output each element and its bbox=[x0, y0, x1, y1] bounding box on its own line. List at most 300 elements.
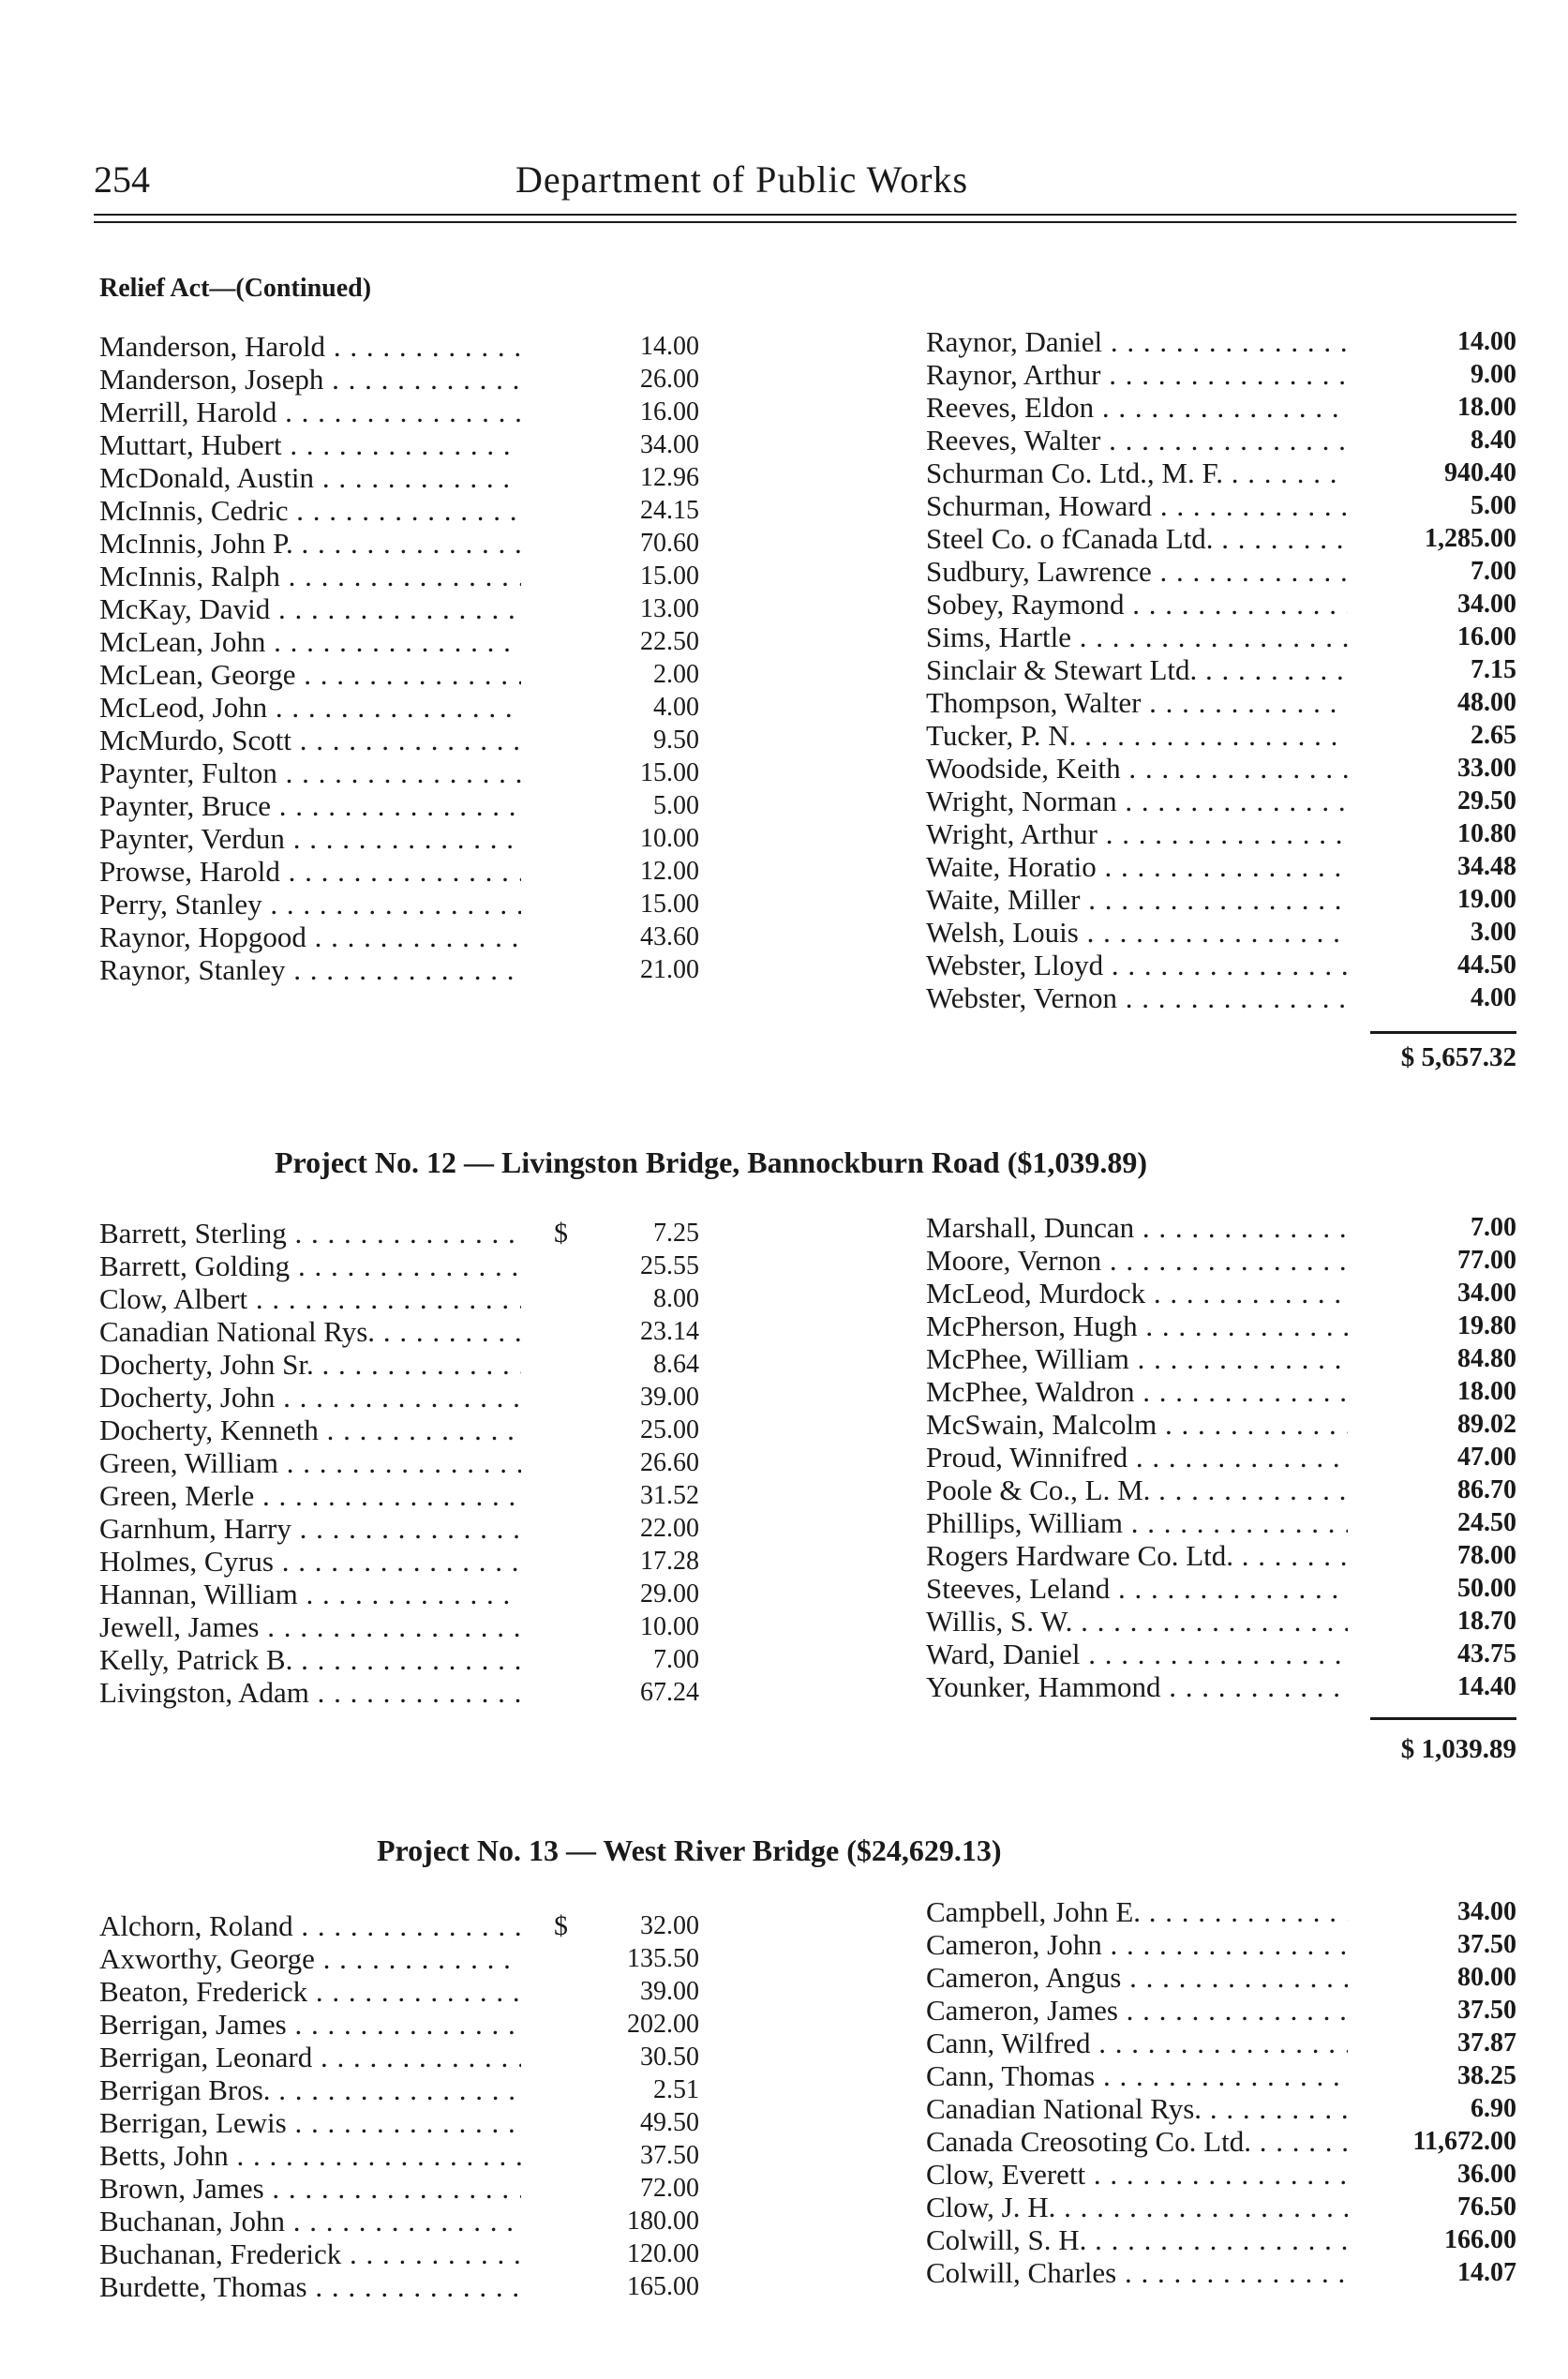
payee-name: Thompson, Walter . . . bbox=[926, 686, 1348, 719]
payee-name: Betts, John . . . bbox=[99, 2139, 521, 2172]
ledger-entry bbox=[926, 1506, 1516, 1539]
ledger-entry bbox=[926, 489, 1516, 522]
payment-amount: 9.50 bbox=[653, 726, 699, 755]
payment-amount: 70.60 bbox=[640, 529, 699, 558]
ledger-entry bbox=[926, 2125, 1516, 2158]
ledger-entry bbox=[99, 2041, 699, 2073]
ledger-entry bbox=[926, 2223, 1516, 2256]
ledger-entry bbox=[99, 1545, 699, 1578]
payee-name: Garnhum, Harry . . . bbox=[99, 1512, 521, 1545]
page-number: 254 bbox=[94, 158, 150, 201]
payment-amount: 37.50 bbox=[1457, 1930, 1516, 1959]
payment-amount: 34.00 bbox=[1457, 590, 1516, 619]
ledger-entry bbox=[99, 2073, 699, 2106]
ledger-entry bbox=[99, 789, 699, 822]
ledger-entry bbox=[926, 2092, 1516, 2125]
payee-name: McLeod, John . . . bbox=[99, 691, 521, 724]
payment-amount: 135.50 bbox=[627, 1944, 699, 1973]
payee-name: Clow, Everett . . . bbox=[926, 2158, 1348, 2191]
payee-name: Sobey, Raymond . . . bbox=[926, 588, 1348, 621]
payee-name: Axworthy, George . . . bbox=[99, 1942, 521, 1975]
ledger-entry bbox=[926, 752, 1516, 785]
section-title-project-12: Project No. 12 — Livingston Bridge, Bannockburn Road ($1,039.89) bbox=[275, 1145, 1148, 1179]
payee-name: Willis, S. W. . . . bbox=[926, 1605, 1348, 1638]
payee-name: Schurman Co. Ltd., M. F. . . . bbox=[926, 456, 1348, 489]
payee-name: Paynter, Fulton . . . bbox=[99, 756, 521, 789]
payment-amount: 33.00 bbox=[1457, 754, 1516, 783]
payment-amount: 32.00 bbox=[640, 1911, 699, 1940]
payee-name: Perry, Stanley . . . bbox=[99, 888, 521, 920]
payee-name: Jewell, James . . . bbox=[99, 1610, 521, 1643]
payment-amount: 84.80 bbox=[1457, 1344, 1516, 1373]
ledger-entry bbox=[99, 756, 699, 789]
project-12-left-column bbox=[99, 1217, 699, 1709]
payee-name: McMurdo, Scott . . . bbox=[99, 724, 521, 756]
ledger-entry bbox=[926, 981, 1516, 1014]
payee-name: Welsh, Louis . . . bbox=[926, 916, 1348, 949]
ledger-entry bbox=[99, 1676, 699, 1709]
payee-name: McPhee, William . . . bbox=[926, 1342, 1348, 1375]
project-13-left-column bbox=[99, 1909, 699, 2303]
ledger-entry bbox=[99, 527, 699, 560]
payee-name: Rogers Hardware Co. Ltd. . . . bbox=[926, 1539, 1348, 1572]
payment-amount: 29.00 bbox=[640, 1579, 699, 1608]
ledger-entry bbox=[99, 1578, 699, 1610]
ledger-entry bbox=[99, 2106, 699, 2139]
payee-name: McInnis, Cedric . . . bbox=[99, 494, 521, 527]
payee-name: Cann, Wilfred . . . bbox=[926, 2027, 1348, 2059]
payment-amount: 48.00 bbox=[1457, 688, 1516, 717]
ledger-entry bbox=[99, 724, 699, 756]
payee-name: Berrigan Bros. . . . bbox=[99, 2073, 521, 2106]
payment-amount: 18.70 bbox=[1457, 1607, 1516, 1636]
dollar-sign: $ bbox=[554, 1910, 568, 1941]
total-rule bbox=[1370, 1031, 1516, 1034]
payee-name: McLeod, Murdock . . . bbox=[926, 1277, 1348, 1309]
ledger-entry bbox=[926, 883, 1516, 916]
ledger-entry bbox=[926, 424, 1516, 456]
payee-name: McLean, John . . . bbox=[99, 625, 521, 658]
payee-name: Merrill, Harold . . . bbox=[99, 396, 521, 428]
payment-amount: 21.00 bbox=[640, 955, 699, 984]
project-13-right-column bbox=[926, 1895, 1516, 2289]
payee-name: Schurman, Howard . . . bbox=[926, 489, 1348, 522]
ledger-entry bbox=[99, 2172, 699, 2205]
payee-name: Holmes, Cyrus . . . bbox=[99, 1545, 521, 1578]
payment-amount: 11,672.00 bbox=[1412, 2127, 1516, 2156]
payment-amount: 7.00 bbox=[653, 1645, 699, 1674]
ledger-entry bbox=[926, 621, 1516, 653]
payee-name: Phillips, William . . . bbox=[926, 1506, 1348, 1539]
ledger-entry bbox=[99, 396, 699, 428]
payment-amount: 2.65 bbox=[1471, 721, 1516, 750]
ledger-entry bbox=[926, 1441, 1516, 1474]
payment-amount: 165.00 bbox=[627, 2272, 699, 2301]
ledger-entry bbox=[926, 1211, 1516, 1244]
payment-amount: 26.60 bbox=[640, 1448, 699, 1477]
payment-amount: 10.00 bbox=[640, 1612, 699, 1641]
payment-amount: 89.02 bbox=[1457, 1410, 1516, 1439]
payment-amount: 76.50 bbox=[1457, 2192, 1516, 2222]
payee-name: Cameron, James . . . bbox=[926, 1994, 1348, 2027]
payee-name: Canadian National Rys. . . . bbox=[99, 1315, 521, 1348]
payment-amount: 22.50 bbox=[640, 627, 699, 656]
ledger-entry bbox=[926, 949, 1516, 981]
payee-name: Waite, Miller . . . bbox=[926, 883, 1348, 916]
ledger-entry bbox=[926, 2256, 1516, 2289]
payee-name: Moore, Vernon . . . bbox=[926, 1244, 1348, 1277]
ledger-entry bbox=[99, 1315, 699, 1348]
ledger-entry bbox=[926, 817, 1516, 850]
payee-name: McInnis, Ralph . . . bbox=[99, 560, 521, 592]
payment-amount: 5.00 bbox=[653, 791, 699, 820]
payee-name: Livingston, Adam . . . bbox=[99, 1676, 521, 1709]
payee-name: Green, Merle . . . bbox=[99, 1479, 521, 1512]
payment-amount: 940.40 bbox=[1444, 458, 1516, 487]
payee-name: Berrigan, James . . . bbox=[99, 2008, 521, 2041]
ledger-entry bbox=[99, 625, 699, 658]
ledger-entry bbox=[926, 1638, 1516, 1670]
ledger-entry bbox=[99, 363, 699, 396]
payment-amount: 34.00 bbox=[640, 430, 699, 459]
payment-amount: 23.14 bbox=[640, 1317, 699, 1346]
ledger-entry bbox=[926, 1928, 1516, 1961]
ledger-entry bbox=[99, 1249, 699, 1282]
ledger-entry bbox=[99, 1643, 699, 1676]
payee-name: McDonald, Austin . . . bbox=[99, 461, 521, 494]
payee-name: Sudbury, Lawrence . . . bbox=[926, 555, 1348, 588]
ledger-entry bbox=[926, 456, 1516, 489]
payment-amount: 202.00 bbox=[627, 2010, 699, 2039]
payee-name: Berrigan, Lewis . . . bbox=[99, 2106, 521, 2139]
payee-name: Sinclair & Stewart Ltd. . . . bbox=[926, 653, 1348, 686]
ledger-entry bbox=[99, 1512, 699, 1545]
ledger-entry bbox=[99, 855, 699, 888]
payee-name: Docherty, John . . . bbox=[99, 1381, 521, 1414]
payment-amount: 8.40 bbox=[1471, 426, 1516, 455]
ledger-entry bbox=[99, 461, 699, 494]
payee-name: Muttart, Hubert . . . bbox=[99, 428, 521, 461]
ledger-entry bbox=[926, 358, 1516, 391]
payee-name: Raynor, Hopgood . . . bbox=[99, 920, 521, 953]
payment-amount: 8.64 bbox=[653, 1350, 699, 1379]
payment-amount: 72.00 bbox=[640, 2174, 699, 2203]
ledger-entry bbox=[99, 428, 699, 461]
payee-name: Kelly, Patrick B. . . . bbox=[99, 1643, 521, 1676]
payment-amount: 7.25 bbox=[653, 1219, 699, 1248]
payment-amount: 44.50 bbox=[1457, 950, 1516, 980]
payee-name: Canada Creosoting Co. Ltd. . . . bbox=[926, 2125, 1348, 2158]
payment-amount: 43.60 bbox=[640, 922, 699, 951]
payee-name: Steeves, Leland . . . bbox=[926, 1572, 1348, 1605]
payment-amount: 50.00 bbox=[1457, 1574, 1516, 1603]
payment-amount: 14.00 bbox=[640, 332, 699, 361]
payment-amount: 15.00 bbox=[640, 561, 699, 591]
payment-amount: 14.40 bbox=[1457, 1672, 1516, 1701]
running-title: Department of Public Works bbox=[515, 158, 969, 201]
payee-name: Cameron, John . . . bbox=[926, 1928, 1348, 1961]
ledger-entry bbox=[99, 560, 699, 592]
payee-name: Manderson, Harold . . . bbox=[99, 330, 521, 363]
ledger-entry bbox=[926, 1572, 1516, 1605]
payee-name: Reeves, Eldon . . . bbox=[926, 391, 1348, 424]
ledger-entry bbox=[99, 2270, 699, 2303]
ledger-entry bbox=[926, 2158, 1516, 2191]
ledger-entry bbox=[926, 555, 1516, 588]
payment-amount: 39.00 bbox=[640, 1977, 699, 2006]
ledger-entry bbox=[99, 592, 699, 625]
ledger-entry bbox=[926, 1474, 1516, 1506]
payment-amount: 3.00 bbox=[1471, 918, 1516, 947]
ledger-entry bbox=[926, 785, 1516, 817]
ledger-entry bbox=[926, 588, 1516, 621]
payment-amount: 49.50 bbox=[640, 2108, 699, 2137]
payment-amount: 9.00 bbox=[1471, 360, 1516, 389]
payment-amount: 19.00 bbox=[1457, 885, 1516, 914]
ledger-entry bbox=[99, 822, 699, 855]
payee-name: McLean, George . . . bbox=[99, 658, 521, 691]
payee-name: Reeves, Walter . . . bbox=[926, 424, 1348, 456]
payee-name: Tucker, P. N. . . . bbox=[926, 719, 1348, 752]
ledger-entry bbox=[926, 916, 1516, 949]
payee-name: Colwill, S. H. . . . bbox=[926, 2223, 1348, 2256]
ledger-entry bbox=[99, 1348, 699, 1381]
ledger-entry bbox=[926, 686, 1516, 719]
ledger-entry bbox=[926, 1375, 1516, 1408]
ledger-entry bbox=[99, 691, 699, 724]
ledger-entry bbox=[926, 1539, 1516, 1572]
ledger-entry bbox=[926, 1670, 1516, 1703]
payment-amount: 34.00 bbox=[1457, 1279, 1516, 1308]
payment-amount: 16.00 bbox=[1457, 622, 1516, 651]
header-rule-second bbox=[94, 221, 1516, 223]
payment-amount: 18.00 bbox=[1457, 393, 1516, 422]
payee-name: Colwill, Charles . . . bbox=[926, 2256, 1348, 2289]
ledger-entry bbox=[99, 1975, 699, 2008]
payee-name: Webster, Lloyd . . . bbox=[926, 949, 1348, 981]
payee-name: Woodside, Keith . . . bbox=[926, 752, 1348, 785]
payee-name: Paynter, Bruce . . . bbox=[99, 789, 521, 822]
payment-amount: 43.75 bbox=[1457, 1639, 1516, 1668]
payee-name: Cann, Thomas . . . bbox=[926, 2059, 1348, 2092]
payee-name: Ward, Daniel . . . bbox=[926, 1638, 1348, 1670]
payee-name: Raynor, Stanley . . . bbox=[99, 953, 521, 986]
ledger-entry bbox=[926, 719, 1516, 752]
ledger-entry bbox=[99, 920, 699, 953]
ledger-entry bbox=[99, 1909, 699, 1942]
payment-amount: 37.87 bbox=[1457, 2028, 1516, 2057]
payment-amount: 22.00 bbox=[640, 1514, 699, 1543]
payment-amount: 16.00 bbox=[640, 397, 699, 426]
payee-name: Brown, James . . . bbox=[99, 2172, 521, 2205]
payee-name: Barrett, Golding . . . bbox=[99, 1249, 521, 1282]
payment-amount: 31.52 bbox=[640, 1481, 699, 1510]
section-total: $ 1,039.89 bbox=[1400, 1734, 1516, 1764]
ledger-entry bbox=[926, 2191, 1516, 2223]
payment-amount: 17.28 bbox=[640, 1547, 699, 1576]
payment-amount: 4.00 bbox=[1471, 983, 1516, 1012]
ledger-entry bbox=[926, 2059, 1516, 2092]
payment-amount: 30.50 bbox=[640, 2042, 699, 2072]
payee-name: Canadian National Rys. . . . bbox=[926, 2092, 1348, 2125]
ledger-entry bbox=[926, 1961, 1516, 1994]
ledger-entry bbox=[99, 1479, 699, 1512]
payment-amount: 34.00 bbox=[1457, 1897, 1516, 1926]
payment-amount: 39.00 bbox=[640, 1383, 699, 1412]
payment-amount: 13.00 bbox=[640, 594, 699, 623]
payment-amount: 18.00 bbox=[1457, 1377, 1516, 1406]
ledger-entry bbox=[99, 2205, 699, 2237]
ledger-entry bbox=[99, 494, 699, 527]
payment-amount: 15.00 bbox=[640, 758, 699, 787]
ledger-entry bbox=[99, 330, 699, 363]
payment-amount: 78.00 bbox=[1457, 1541, 1516, 1570]
payment-amount: 29.50 bbox=[1457, 786, 1516, 815]
payee-name: Paynter, Verdun . . . bbox=[99, 822, 521, 855]
payee-name: Manderson, Joseph . . . bbox=[99, 363, 521, 396]
payee-name: Raynor, Arthur . . . bbox=[926, 358, 1348, 391]
ledger-entry bbox=[926, 522, 1516, 555]
payment-amount: 14.07 bbox=[1457, 2258, 1516, 2287]
payment-amount: 10.80 bbox=[1457, 819, 1516, 848]
section-total: $ 5,657.32 bbox=[1400, 1042, 1516, 1072]
payee-name: Wright, Arthur . . . bbox=[926, 817, 1348, 850]
dollar-sign: $ bbox=[554, 1218, 568, 1249]
ledger-entry bbox=[926, 653, 1516, 686]
payee-name: Alchorn, Roland . . . bbox=[99, 1909, 521, 1942]
total-rule bbox=[1370, 1717, 1516, 1720]
payee-name: Green, William . . . bbox=[99, 1446, 521, 1479]
payment-amount: 10.00 bbox=[640, 824, 699, 853]
payment-amount: 2.51 bbox=[653, 2075, 699, 2104]
payment-amount: 25.55 bbox=[640, 1251, 699, 1280]
ledger-entry bbox=[926, 1895, 1516, 1928]
payee-name: Beaton, Frederick . . . bbox=[99, 1975, 521, 2008]
payment-amount: 24.50 bbox=[1457, 1508, 1516, 1537]
ledger-entry bbox=[99, 2008, 699, 2041]
ledger-entry bbox=[99, 1942, 699, 1975]
ledger-entry bbox=[926, 1408, 1516, 1441]
ledger-entry bbox=[99, 2139, 699, 2172]
project-12-right-column bbox=[926, 1211, 1516, 1703]
payment-amount: 7.00 bbox=[1471, 557, 1516, 586]
payee-name: McKay, David . . . bbox=[99, 592, 521, 625]
payment-amount: 4.00 bbox=[653, 693, 699, 722]
payment-amount: 12.00 bbox=[640, 857, 699, 886]
ledger-entry bbox=[99, 1446, 699, 1479]
payee-name: Burdette, Thomas . . . bbox=[99, 2270, 521, 2303]
payment-amount: 37.50 bbox=[1457, 1996, 1516, 2025]
payment-amount: 80.00 bbox=[1457, 1963, 1516, 1992]
payment-amount: 8.00 bbox=[653, 1284, 699, 1313]
payee-name: Campbell, John E. . . . bbox=[926, 1895, 1348, 1928]
payee-name: Clow, Albert . . . bbox=[99, 1282, 521, 1315]
payee-name: Sims, Hartle . . . bbox=[926, 621, 1348, 653]
ledger-entry bbox=[926, 1605, 1516, 1638]
payee-name: Hannan, William . . . bbox=[99, 1578, 521, 1610]
payment-amount: 7.15 bbox=[1471, 655, 1516, 684]
payee-name: Marshall, Duncan . . . bbox=[926, 1211, 1348, 1244]
payee-name: Raynor, Daniel . . . bbox=[926, 325, 1348, 358]
payee-name: Waite, Horatio . . . bbox=[926, 850, 1348, 883]
ledger-entry bbox=[926, 391, 1516, 424]
ledger-entry bbox=[99, 658, 699, 691]
payment-amount: 77.00 bbox=[1457, 1246, 1516, 1275]
payee-name: Berrigan, Leonard . . . bbox=[99, 2041, 521, 2073]
ledger-entry bbox=[99, 1610, 699, 1643]
ledger-entry bbox=[926, 325, 1516, 358]
payment-amount: 6.90 bbox=[1471, 2094, 1516, 2123]
section-title-project-13: Project No. 13 — West River Bridge ($24,629.13) bbox=[377, 1833, 1002, 1867]
ledger-entry bbox=[926, 850, 1516, 883]
payee-name: Clow, J. H. . . . bbox=[926, 2191, 1348, 2223]
ledger-entry bbox=[99, 1414, 699, 1446]
payment-amount: 12.96 bbox=[640, 463, 699, 492]
payee-name: McPhee, Waldron . . . bbox=[926, 1375, 1348, 1408]
ledger-entry bbox=[99, 1381, 699, 1414]
payee-name: McPherson, Hugh . . . bbox=[926, 1309, 1348, 1342]
ledger-entry bbox=[99, 1282, 699, 1315]
payment-amount: 166.00 bbox=[1444, 2225, 1516, 2254]
payment-amount: 180.00 bbox=[627, 2207, 699, 2236]
relief-act-left-column bbox=[99, 330, 699, 986]
payment-amount: 34.48 bbox=[1457, 852, 1516, 881]
payee-name: McInnis, John P. . . . bbox=[99, 527, 521, 560]
payment-amount: 120.00 bbox=[627, 2239, 699, 2268]
payment-amount: 47.00 bbox=[1457, 1443, 1516, 1472]
ledger-entry bbox=[926, 1277, 1516, 1309]
ledger-entry bbox=[926, 1309, 1516, 1342]
payment-amount: 1,285.00 bbox=[1425, 524, 1516, 553]
payee-name: Docherty, John Sr. . . . bbox=[99, 1348, 521, 1381]
payee-name: Steel Co. o fCanada Ltd. . . . bbox=[926, 522, 1348, 555]
payment-amount: 7.00 bbox=[1471, 1213, 1516, 1242]
payment-amount: 25.00 bbox=[640, 1415, 699, 1444]
payment-amount: 24.15 bbox=[640, 496, 699, 525]
payment-amount: 19.80 bbox=[1457, 1311, 1516, 1340]
payment-amount: 37.50 bbox=[640, 2141, 699, 2170]
payee-name: Cameron, Angus . . . bbox=[926, 1961, 1348, 1994]
payee-name: Buchanan, Frederick . . . bbox=[99, 2237, 521, 2270]
ledger-entry bbox=[926, 1342, 1516, 1375]
payee-name: Barrett, Sterling . . . bbox=[99, 1217, 521, 1249]
ledger-entry bbox=[926, 1244, 1516, 1277]
payment-amount: 15.00 bbox=[640, 890, 699, 919]
payment-amount: 2.00 bbox=[653, 660, 699, 689]
payee-name: Docherty, Kenneth . . . bbox=[99, 1414, 521, 1446]
ledger-entry bbox=[99, 2237, 699, 2270]
section-title-relief-act: Relief Act—(Continued) bbox=[99, 274, 372, 303]
payee-name: McSwain, Malcolm . . . bbox=[926, 1408, 1348, 1441]
payee-name: Wright, Norman . . . bbox=[926, 785, 1348, 817]
payment-amount: 86.70 bbox=[1457, 1475, 1516, 1504]
ledger-entry bbox=[99, 1217, 699, 1249]
payee-name: Poole & Co., L. M. . . . bbox=[926, 1474, 1348, 1506]
payee-name: Proud, Winnifred . . . bbox=[926, 1441, 1348, 1474]
payment-amount: 5.00 bbox=[1471, 491, 1516, 520]
payment-amount: 26.00 bbox=[640, 365, 699, 394]
payee-name: Prowse, Harold . . . bbox=[99, 855, 521, 888]
ledger-entry bbox=[926, 1994, 1516, 2027]
payee-name: Younker, Hammond . . . bbox=[926, 1670, 1348, 1703]
payee-name: Buchanan, John . . . bbox=[99, 2205, 521, 2237]
payment-amount: 36.00 bbox=[1457, 2160, 1516, 2189]
payment-amount: 38.25 bbox=[1457, 2061, 1516, 2090]
payee-name: Webster, Vernon . . . bbox=[926, 981, 1348, 1014]
relief-act-right-column bbox=[926, 325, 1516, 1014]
payment-amount: 14.00 bbox=[1457, 327, 1516, 356]
ledger-entry bbox=[99, 888, 699, 920]
